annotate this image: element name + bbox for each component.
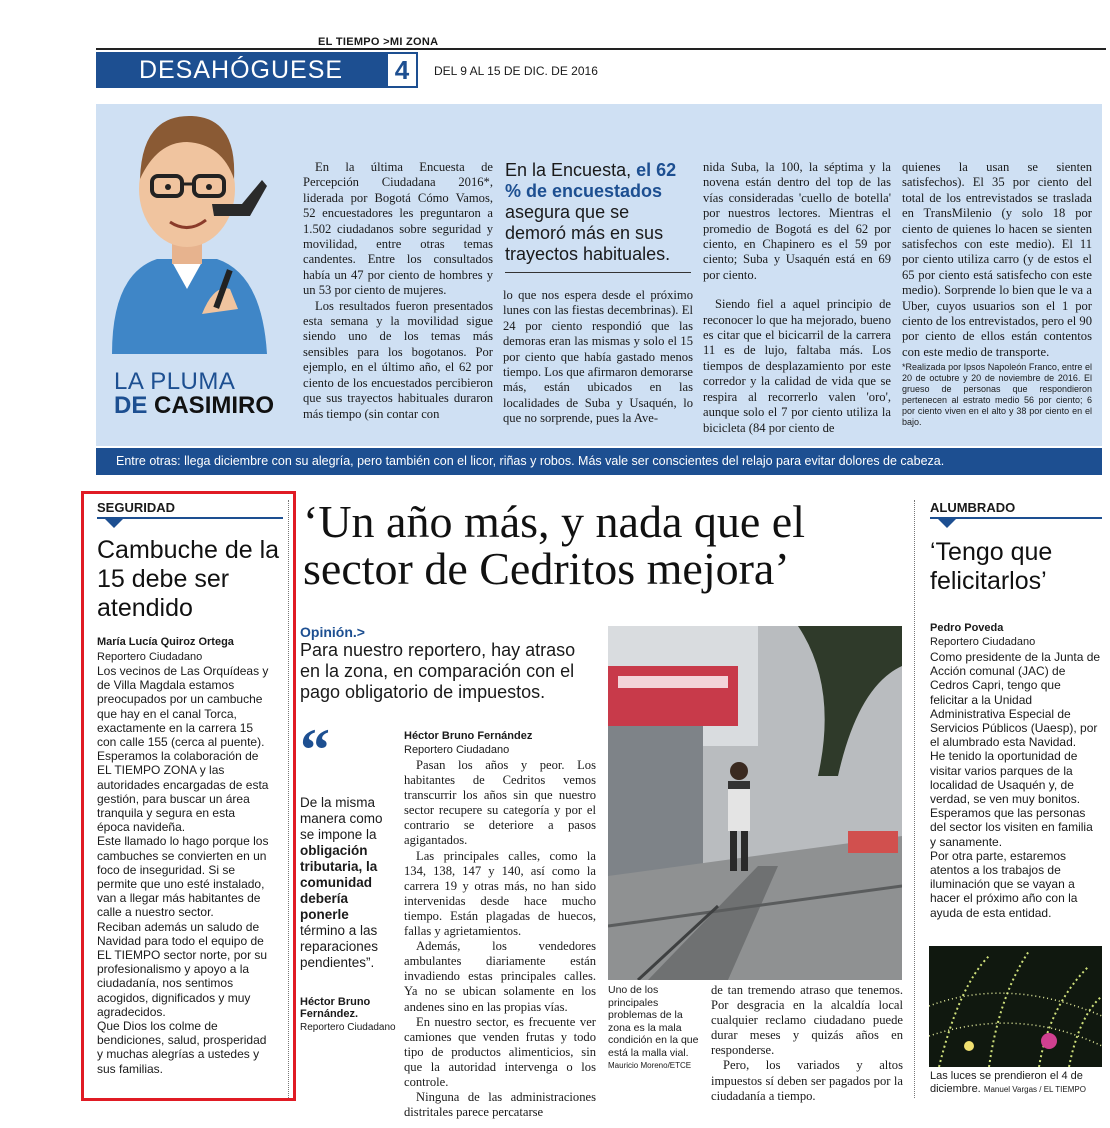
column-name-line2: DE CASIMIRO bbox=[114, 392, 275, 419]
column-text-2: lo que nos espera desde el próximo lunes con las fiestas decembrinas). El 24 por ciento respondió que las demoras eran las mismas y solo el 15 por ciento que había gastado menos tiempo. Los que afirmaron demorarse más, están ubicados en las localidades de Suba y Usaquén, lo que no sorprende, pues la Ave- bbox=[503, 288, 693, 426]
header-rule bbox=[96, 48, 1106, 50]
left-role: Reportero Ciudadano bbox=[97, 651, 203, 663]
quote-mark-icon: “ bbox=[300, 717, 330, 783]
tagline-bar: Entre otras: llega diciembre con su alegría, pero también con el licor, riñas y robos. Más vale ser conscientes del relajo para evitar dolores de cabeza. bbox=[96, 448, 1102, 475]
column-name bbox=[114, 370, 274, 421]
kicker-pointer bbox=[105, 519, 123, 528]
main-body-continued: de tan tremendo atraso que tenemos. Por desgracia en la alcaldía local cualquier reclamo ciudadano puede durar meses y quizás años en responderse. Pero, los variados y altos impuestos sí deben ser pagados por la ciudadanía a tiempo. bbox=[711, 983, 903, 1103]
opinion-label: Opinión.> bbox=[300, 624, 365, 640]
right-role: Reportero Ciudadano bbox=[930, 636, 1036, 648]
main-author: Héctor Bruno Fernández bbox=[404, 730, 533, 742]
pull-author: Héctor Bruno Fernández. bbox=[300, 996, 371, 1020]
quote-rule bbox=[505, 272, 691, 273]
photo-caption: Uno de los principales problemas de la zona es la mala condición en la que está la malla vial. Mauricio Moreno/ETCE bbox=[608, 984, 699, 1070]
right-title: ‘Tengo que felicitarlos’ bbox=[930, 538, 1053, 595]
pull-role: Reportero Ciudadano bbox=[300, 1022, 396, 1033]
footnote: *Realizada por Ipsos Napoleón Franco, entre el 20 de octubre y 20 de noviembre de 2016. El grueso de personas que respondieron pertenecen al estrato medio 56 por ciento; 6 por ciento viven en el alto y 38 por ciento en el bajo. bbox=[902, 362, 1092, 428]
brand-label: EL TIEMPO >MI ZONA bbox=[318, 36, 439, 48]
column-quote: En la Encuesta, el 62 % de encuestados asegura que se demoró más en sus trayectos habituales. bbox=[505, 160, 677, 264]
column-name-line1: LA PLUMA bbox=[114, 368, 236, 395]
kicker-pointer bbox=[938, 519, 956, 528]
issue-date: DEL 9 AL 15 DE DIC. DE 2016 bbox=[434, 64, 598, 78]
main-role: Reportero Ciudadano bbox=[404, 744, 510, 756]
left-kicker: SEGURIDAD bbox=[97, 500, 283, 519]
lights-caption: Las luces se prendieron el 4 de diciembre. Manuel Vargas / EL TIEMPO bbox=[930, 1070, 1086, 1095]
page-number: 4 bbox=[386, 52, 418, 88]
left-body: Los vecinos de Las Orquídeas y de Villa Magdala estamos preocupados por un cambuche que hay en el canal Torca, exactamente en la carrera 15 con calle 155 (cerca al puente). Esperamos la colaboración de EL TIEMPO ZONA y las autoridades encargadas de esta gestión, para buscar un área tranquila y segura en esta época navideña. Este llamado lo hago porque los cambuches se convierten en un foco de inseguridad. Si se permite que uno esté instalado, van a llegar más habitantes de calle a nuestro sector. Reciban además un saludo de Navidad para todo el equipo de EL TIEMPO sector norte, por su profesionalismo y apoyo a la ciudadanía, nos sentimos acogidos, dignificados y muy agradecidos. Que Dios los colme de bendiciones, salud, prosperidad y muchas alegrías a ustedes y sus familias. bbox=[97, 664, 269, 1076]
street-photo bbox=[608, 626, 902, 980]
lights-photo bbox=[929, 946, 1102, 1067]
column-text-4: quienes la usan se sienten satisfechos). El 35 por ciento del total de los entrevistados se traslada en TransMilenio (y solo 18 por ciento de quienes lo hacen se sienten satisfechos con este medio). El 11 por ciento utiliza carro (y de estos el 65 por ciento está satisfecho con este medio). Sorprende lo bien que le va a Uber, cuyos usuarios son el 1 por ciento de los entrevistados, pero el 90 por ciento de ellos están contentos con este medio de transporte. *Realizada por Ipsos Napoleón Franco, entre el 20 de octubre y 20 de noviembre de 2016. El grueso de personas que respondieron pertenecen al estrato medio 56 por ciento; 6 por ciento viven en el alto y 38 por ciento en el bajo. bbox=[902, 160, 1092, 428]
column-divider bbox=[288, 500, 289, 1098]
main-body: Pasan los años y peor. Los habitantes de Cedritos vemos transcurrir los años sin que nuestro sector recupere su categoría y por el contrario se deteriore a pasos agigantados. Las principales calles, como la 134, 138, 147 y 140, así como la carrera 19 y otras más, no han sido intervenidas desde hace mucho tiempo. Están plagadas de huecos, fallas y agrietamientos. Además, los vendedores ambulantes diariamente están invadiendo estas principales calles. Ya no se ubican solamente en los andenes sino en las propias vías. En nuestro sector, es frecuente ver camiones que venden frutas y todo tipo de productos alimenticios, sin que la autoridad intervenga o los controle. Ninguna de las administraciones distritales parece percatarse bbox=[404, 758, 596, 1120]
right-author: Pedro Poveda bbox=[930, 622, 1004, 634]
column-text-1: En la última Encuesta de Percepción Ciudadana 2016*, liderada por Bogotá Cómo Vamos, 52 encuestadores les preguntaron a 1.502 ciudadanos sobre seguridad y movilidad, entre otras temas candentes. Entre los consultados había un 47 por ciento de hombres y un 53 por ciento de mujeres. Los resultados fueron presentados esta semana y la movilidad sigue siendo uno de los temas más sensibles para los bogotanos. Por ejemplo, en el último año, el 62 por ciento de los encuestados percibieron que sus trayectos habituales duraron más tiempo (sin contar con bbox=[303, 160, 493, 421]
right-body: Como presidente de la Junta de Acción comunal (JAC) de Cedros Capri, tengo que felicitar a la Unidad Administrativa Especial de Servicios Públicos (Uaesp), por el alumbrado esta Navidad. He tenido la oportunidad de visitar varios parques de la localidad de Usaquén y, de verdad, se ven muy bonitos. Esperamos que las personas del sector los visiten en familia y sanamente. Por otra parte, estaremos atentos a los trabajos de iluminación que se vayan a hacer el próximo año con la ayuda de esta entidad. bbox=[930, 650, 1101, 920]
left-title: Cambuche de la 15 debe ser atendido bbox=[97, 536, 280, 622]
main-headline: ‘Un año más, y nada que el sector de Cedritos mejora’ bbox=[303, 496, 806, 594]
main-deck: Para nuestro reportero, hay atraso en la zona, en comparación con el pago obligatorio de impuestos. bbox=[300, 640, 576, 702]
left-author: María Lucía Quiroz Ortega bbox=[97, 636, 234, 648]
right-kicker: ALUMBRADO bbox=[930, 500, 1102, 519]
pull-quote: De la misma manera como se impone la obligación tributaria, la comunidad debería ponerle término a las reparaciones pendientes”. bbox=[300, 795, 383, 970]
section-title: DESAHÓGUESE bbox=[138, 56, 344, 84]
columnist-illustration bbox=[102, 84, 272, 354]
section-banner bbox=[96, 52, 418, 88]
column-text-3: nida Suba, la 100, la séptima y la novena están dentro del top de las vías consideradas 'cuello de botella' por nuestros lectores. Mientras el promedio de Bogotá es del 62 por ciento, en Chapinero es el 59 por ciento; Suba y Usaquén está en 69 por ciento. Siendo fiel a aquel principio de reconocer lo que ha mejorado, bueno es citar que el bicicarril de la carrera 11 es de lujo, faltaba más. Los tiempos de desplazamiento por este corredor y la calidad de vida que se respira al recorrerlo valen 'oro', aunque solo el 7 por ciento utiliza la bicicleta (84 por ciento de bbox=[703, 160, 891, 435]
column-divider bbox=[914, 500, 915, 1098]
